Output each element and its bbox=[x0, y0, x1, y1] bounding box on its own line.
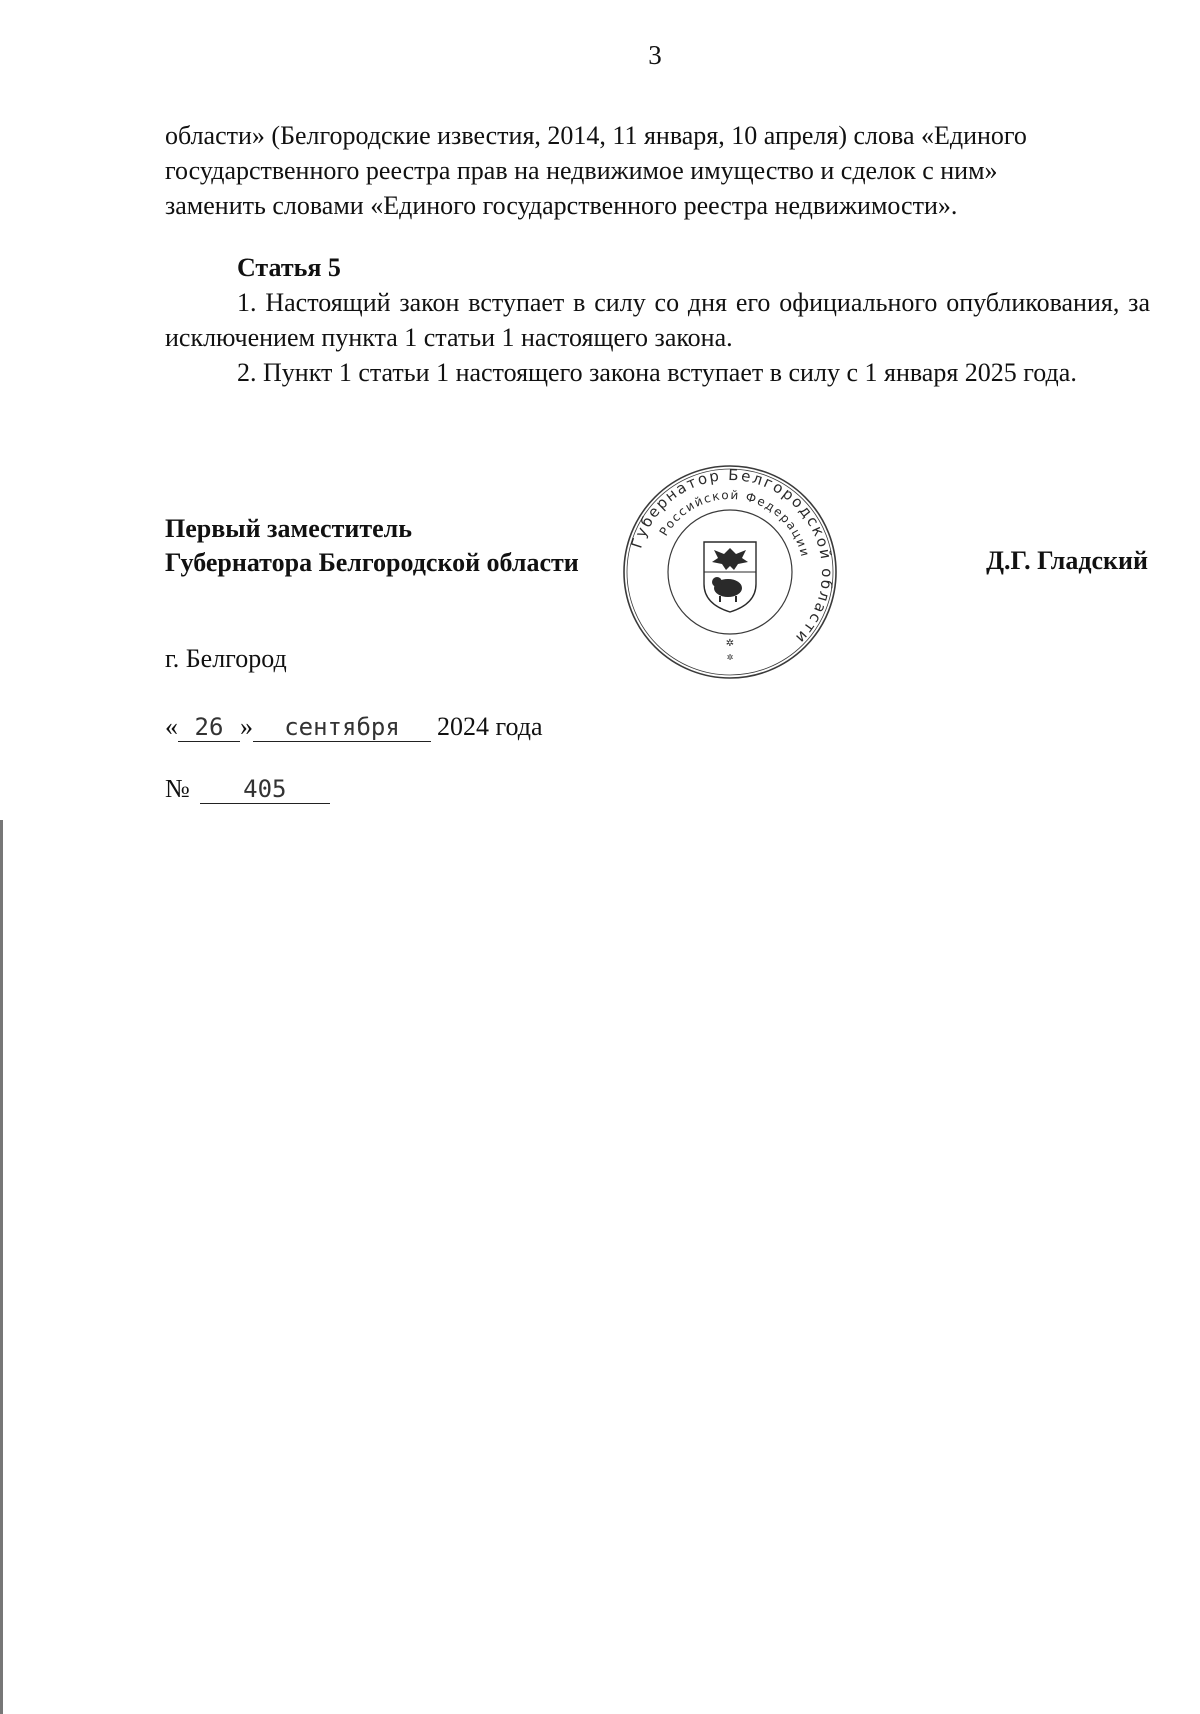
number-value: 405 bbox=[200, 775, 330, 804]
date-year: 2024 года bbox=[437, 712, 543, 741]
signing-date bbox=[165, 712, 543, 742]
seal-inner-text: Российской Федерации bbox=[656, 487, 813, 560]
date-open-quote: « bbox=[165, 712, 178, 741]
paragraph-continuation bbox=[165, 118, 1150, 223]
svg-text:✲: ✲ bbox=[725, 638, 735, 649]
article-heading: Статья 5 bbox=[237, 253, 341, 282]
date-close-quote: » bbox=[240, 712, 253, 741]
paragraph-line: государственного реестра прав на недвижимое имущество и сделок с ним» bbox=[165, 156, 998, 185]
coat-of-arms-icon bbox=[704, 542, 756, 612]
article-item-1: 1. Настоящий закон вступает в силу со дня его официального опубликования, за исключением пункта 1 статьи 1 настоящего закона. bbox=[165, 288, 1150, 352]
signatory-name: Д.Г. Гладский bbox=[986, 546, 1148, 575]
date-month: сентября bbox=[253, 713, 431, 742]
place-of-signing: г. Белгород bbox=[165, 644, 287, 673]
law-number bbox=[165, 774, 330, 804]
paragraph-line: заменить словами «Единого государственного реестра недвижимости». bbox=[165, 191, 958, 220]
page-number: 3 bbox=[648, 40, 662, 70]
article-item-2: 2. Пункт 1 статьи 1 настоящего закона вступает в силу с 1 января 2025 года. bbox=[237, 358, 1077, 387]
article-5 bbox=[165, 250, 1150, 390]
official-seal bbox=[620, 462, 840, 682]
svg-text:✲: ✲ bbox=[726, 653, 734, 662]
seal-outer-text: Губернатор Белгородской области bbox=[627, 465, 837, 649]
signatory-title bbox=[165, 512, 579, 580]
signatory-title-line: Губернатора Белгородской области bbox=[165, 548, 579, 577]
number-label: № bbox=[165, 774, 190, 803]
paragraph-line: области» (Белгородские известия, 2014, 11 января, 10 апреля) слова «Единого bbox=[165, 121, 1027, 150]
date-day: 26 bbox=[178, 713, 240, 742]
signatory-title-line: Первый заместитель bbox=[165, 514, 412, 543]
scan-edge-line bbox=[0, 820, 3, 1714]
